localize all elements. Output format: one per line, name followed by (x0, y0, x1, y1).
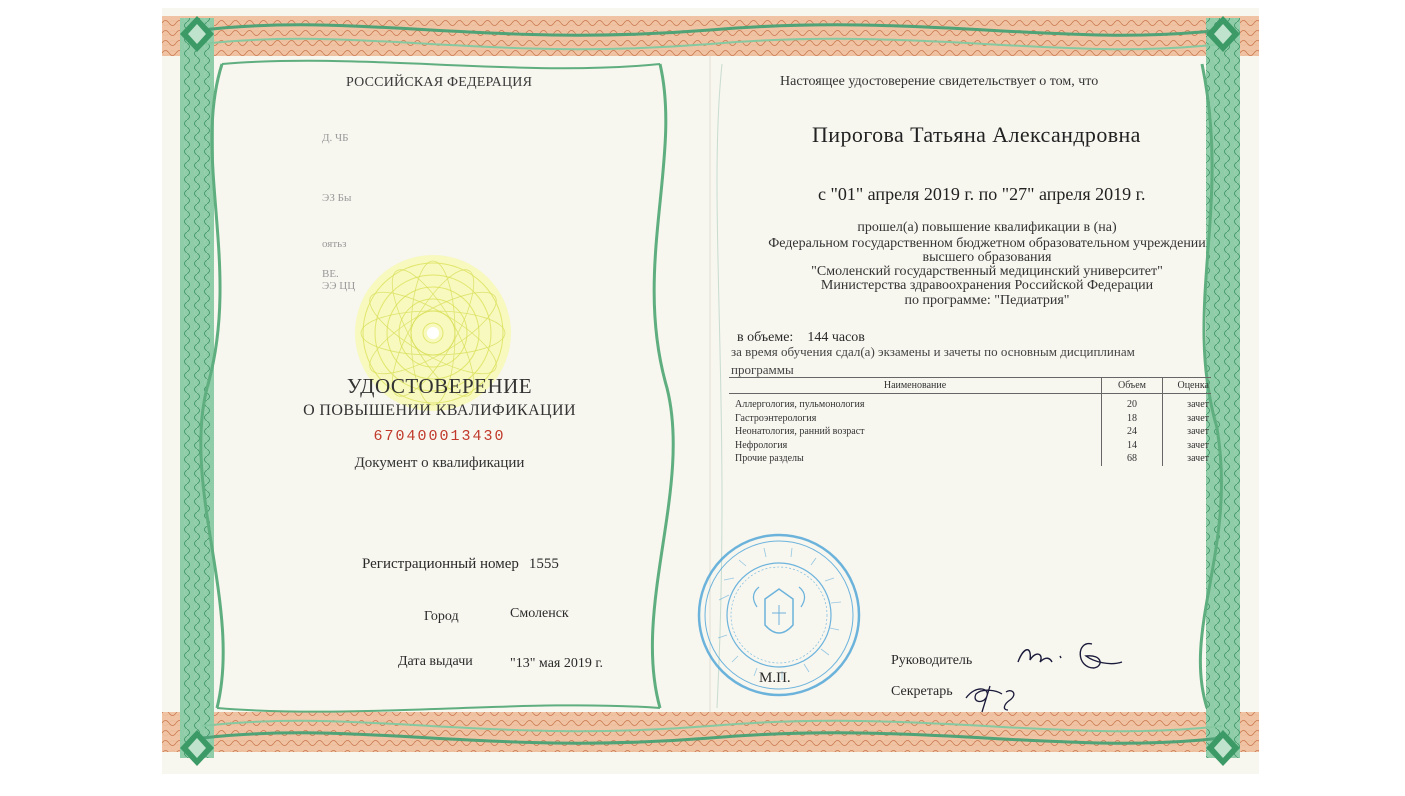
issue-date-value: "13" мая 2019 г. (510, 656, 604, 671)
discipline-hours: 24 (1102, 425, 1163, 439)
volume-value: 144 часов (807, 330, 865, 345)
discipline-hours: 68 (1102, 452, 1163, 466)
registration-number (362, 556, 559, 573)
discipline-grade: зачет (1163, 452, 1212, 466)
volume-label: в объеме: (737, 330, 794, 345)
discipline-grade: зачет (1163, 394, 1212, 412)
institution-line-3: "Смоленский государственный медицинский университет" (811, 264, 1163, 279)
disciplines-table (729, 377, 1211, 466)
registration-label: Регистрационный номер (362, 556, 519, 572)
table-row (729, 412, 1211, 426)
document-title: УДОСТОВЕРЕНИЕ (346, 374, 533, 398)
document-type: Документ о квалификации (354, 455, 525, 471)
institution-line-2: высшего образования (922, 250, 1052, 265)
issue-date-label: Дата выдачи (398, 654, 473, 669)
secretary-label: Секретарь (891, 684, 953, 699)
head-label: Руководитель (891, 653, 973, 668)
intro-text: Настоящее удостоверение свидетельствует о том, что (780, 74, 1099, 89)
table-header-row (729, 378, 1211, 394)
faint-text-4: ВЕ. (322, 268, 339, 280)
faint-text-1: Д. ЧБ (322, 132, 349, 144)
discipline-name: Прочие разделы (735, 453, 804, 464)
table-row (729, 439, 1211, 453)
discipline-name: Гастроэнтерология (735, 412, 817, 424)
discipline-name: Аллергология, пульмонология (735, 399, 865, 410)
table-row (729, 394, 1211, 412)
program-word: программы (731, 362, 794, 377)
discipline-hours: 14 (1102, 439, 1163, 453)
certificate (162, 8, 1259, 774)
exams-text: за время обучения сдал(а) экзамены и зачеты по основным дисциплинам (731, 344, 1135, 359)
header-volume: Объем (1102, 378, 1163, 394)
discipline-grade: зачет (1163, 425, 1212, 439)
faint-text-5: ЭЭ ЦЦ (322, 280, 356, 292)
table-row (729, 425, 1211, 439)
passed-text: прошел(а) повышение квалификации в (на) (857, 220, 1117, 235)
discipline-hours: 20 (1102, 394, 1163, 412)
stamp-place-label: М.П. (759, 670, 791, 686)
head-signature (1014, 632, 1124, 676)
discipline-grade: зачет (1163, 439, 1212, 453)
city-value: Смоленск (510, 606, 569, 621)
faint-text-2: ЭЗ Бы (322, 192, 352, 204)
training-period: с "01" апреля 2019 г. по "27" апреля 2019 г. (818, 184, 1146, 204)
discipline-name: Неонатология, ранний возраст (735, 426, 865, 437)
serial-number: 670400013430 (373, 428, 506, 445)
program-name: по программе: "Педиатрия" (904, 293, 1070, 308)
discipline-name: Нефрология (735, 439, 788, 451)
institution-line-1: Федеральном государственном бюджетном образовательном учреждении (768, 236, 1206, 251)
country-name: РОССИЙСКАЯ ФЕДЕРАЦИЯ (346, 75, 533, 90)
institution-line-4: Министерства здравоохранения Российской Федерации (820, 278, 1154, 293)
document-subtitle: О ПОВЫШЕНИИ КВАЛИФИКАЦИИ (303, 402, 576, 419)
header-name: Наименование (729, 378, 1102, 394)
discipline-hours: 18 (1102, 412, 1163, 426)
holder-name: Пирогова Татьяна Александровна (812, 122, 1141, 147)
secretary-signature (962, 680, 1022, 714)
table-row (729, 452, 1211, 466)
discipline-grade: зачет (1163, 412, 1212, 426)
city-label: Город (424, 609, 459, 624)
header-grade: Оценка (1163, 378, 1212, 394)
registration-value: 1555 (528, 556, 559, 572)
faint-text-3: оятьз (322, 238, 347, 250)
